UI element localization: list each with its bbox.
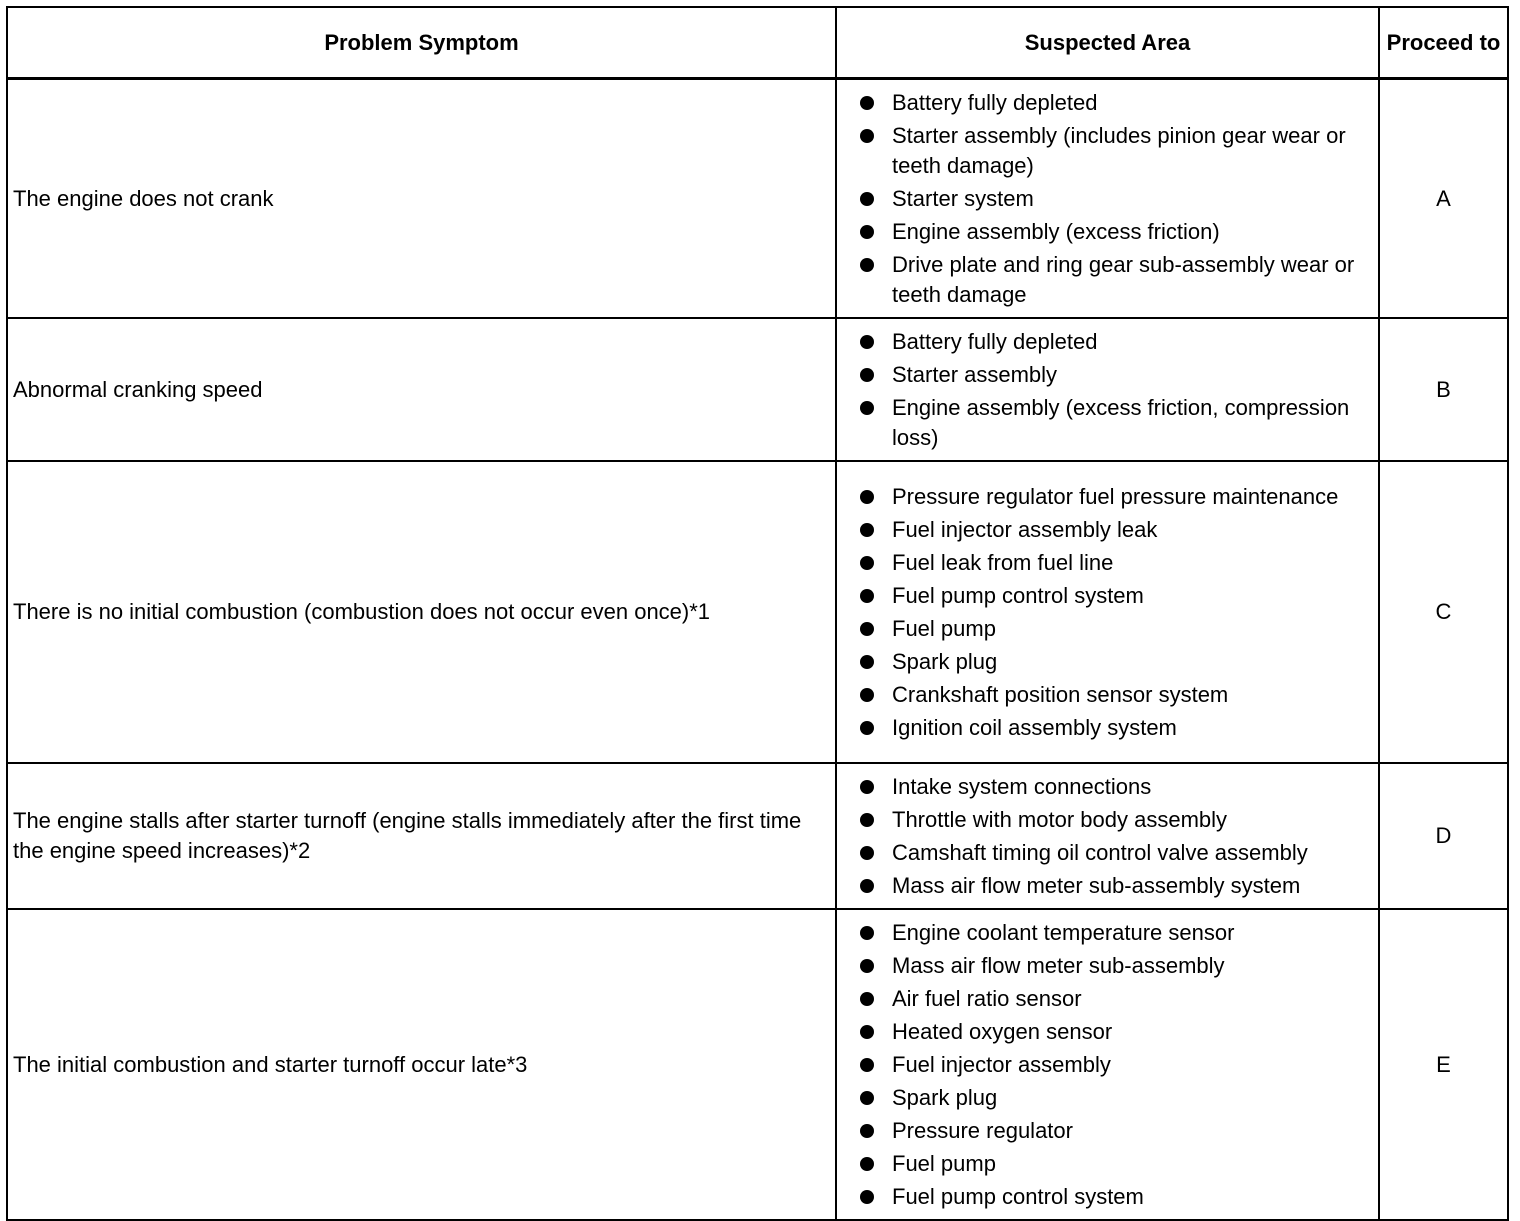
list-item — [837, 250, 1372, 310]
suspected-area-text: Fuel injector assembly — [892, 1052, 1111, 1077]
proceed-to-cell: A — [1379, 79, 1508, 319]
list-item — [837, 805, 1372, 835]
suspected-area-text: Battery fully depleted — [892, 90, 1098, 115]
problem-symptom-cell: The engine stalls after starter turnoff (engine stalls immediately after the first time the engine speed increases)*2 — [7, 763, 836, 909]
bullet-icon — [860, 335, 874, 349]
list-item — [837, 680, 1372, 710]
list-item — [837, 393, 1372, 453]
proceed-to-cell: B — [1379, 318, 1508, 461]
list-item — [837, 581, 1372, 611]
bullet-icon — [860, 1058, 874, 1072]
header-problem-symptom: Problem Symptom — [7, 7, 836, 79]
suspected-area-text: Battery fully depleted — [892, 329, 1098, 354]
bullet-icon — [860, 401, 874, 415]
suspected-area-text: Crankshaft position sensor system — [892, 682, 1229, 707]
suspected-area-text: Spark plug — [892, 1085, 998, 1110]
bullet-icon — [860, 129, 874, 143]
bullet-icon — [860, 556, 874, 570]
list-item — [837, 951, 1372, 981]
suspected-area-text: Drive plate and ring gear sub-assembly wear or teeth damage — [892, 252, 1355, 307]
suspected-area-text: Fuel leak from fuel line — [892, 550, 1114, 575]
bullet-icon — [860, 846, 874, 860]
suspected-area-text: Throttle with motor body assembly — [892, 807, 1228, 832]
table-row — [7, 318, 1508, 461]
bullet-icon — [860, 655, 874, 669]
suspected-area-text: Starter system — [892, 186, 1034, 211]
bullet-icon — [860, 192, 874, 206]
problem-symptom-cell: There is no initial combustion (combustion does not occur even once)*1 — [7, 461, 836, 763]
suspected-area-text: Fuel pump — [892, 616, 996, 641]
suspected-area-text: Starter assembly (includes pinion gear wear or teeth damage) — [892, 123, 1346, 178]
problem-symptom-cell: The engine does not crank — [7, 79, 836, 319]
bullet-icon — [860, 1025, 874, 1039]
list-item — [837, 548, 1372, 578]
suspected-area-text: Spark plug — [892, 649, 998, 674]
list-item — [837, 647, 1372, 677]
suspected-area-text: Engine coolant temperature sensor — [892, 920, 1235, 945]
bullet-icon — [860, 1190, 874, 1204]
bullet-icon — [860, 1091, 874, 1105]
list-item — [837, 515, 1372, 545]
suspected-area-text: Heated oxygen sensor — [892, 1019, 1113, 1044]
list-item — [837, 1050, 1372, 1080]
suspected-area-text: Fuel pump control system — [892, 583, 1144, 608]
list-item — [837, 1017, 1372, 1047]
list-item — [837, 121, 1372, 181]
proceed-to-cell: E — [1379, 909, 1508, 1220]
header-row — [7, 7, 1508, 79]
list-item — [837, 327, 1372, 357]
suspected-area-text: Air fuel ratio sensor — [892, 986, 1082, 1011]
list-item — [837, 871, 1372, 901]
table-row — [7, 79, 1508, 319]
list-item — [837, 614, 1372, 644]
header-proceed-to: Proceed to — [1379, 7, 1508, 79]
suspected-area-text: Intake system connections — [892, 774, 1152, 799]
bullet-icon — [860, 1157, 874, 1171]
list-item — [837, 217, 1372, 247]
suspected-area-cell — [836, 318, 1379, 461]
suspected-area-text: Starter assembly — [892, 362, 1058, 387]
list-item — [837, 918, 1372, 948]
suspected-area-list — [837, 482, 1372, 743]
suspected-area-text: Mass air flow meter sub-assembly system — [892, 873, 1301, 898]
bullet-icon — [860, 813, 874, 827]
bullet-icon — [860, 688, 874, 702]
list-item — [837, 482, 1372, 512]
bullet-icon — [860, 622, 874, 636]
table-row — [7, 461, 1508, 763]
list-item — [837, 772, 1372, 802]
proceed-to-cell: D — [1379, 763, 1508, 909]
bullet-icon — [860, 523, 874, 537]
suspected-area-text: Camshaft timing oil control valve assembly — [892, 840, 1308, 865]
bullet-icon — [860, 490, 874, 504]
header-suspected-area: Suspected Area — [836, 7, 1379, 79]
table-row — [7, 763, 1508, 909]
bullet-icon — [860, 589, 874, 603]
suspected-area-text: Fuel pump control system — [892, 1184, 1144, 1209]
bullet-icon — [860, 959, 874, 973]
list-item — [837, 360, 1372, 390]
suspected-area-list — [837, 327, 1372, 453]
bullet-icon — [860, 258, 874, 272]
problem-symptom-cell: Abnormal cranking speed — [7, 318, 836, 461]
problem-symptom-cell: The initial combustion and starter turnoff occur late*3 — [7, 909, 836, 1220]
bullet-icon — [860, 879, 874, 893]
bullet-icon — [860, 780, 874, 794]
list-item — [837, 713, 1372, 743]
bullet-icon — [860, 992, 874, 1006]
suspected-area-text: Engine assembly (excess friction, compression loss) — [892, 395, 1350, 450]
list-item — [837, 1149, 1372, 1179]
bullet-icon — [860, 368, 874, 382]
suspected-area-cell — [836, 79, 1379, 319]
list-item — [837, 1182, 1372, 1212]
diagnosis-table — [6, 6, 1509, 1221]
suspected-area-text: Pressure regulator — [892, 1118, 1073, 1143]
bullet-icon — [860, 926, 874, 940]
list-item — [837, 838, 1372, 868]
list-item — [837, 1116, 1372, 1146]
list-item — [837, 1083, 1372, 1113]
proceed-to-cell: C — [1379, 461, 1508, 763]
suspected-area-cell — [836, 461, 1379, 763]
list-item — [837, 88, 1372, 118]
suspected-area-list — [837, 918, 1372, 1212]
suspected-area-cell — [836, 763, 1379, 909]
bullet-icon — [860, 721, 874, 735]
suspected-area-text: Engine assembly (excess friction) — [892, 219, 1220, 244]
suspected-area-text: Fuel injector assembly leak — [892, 517, 1158, 542]
suspected-area-text: Mass air flow meter sub-assembly — [892, 953, 1225, 978]
suspected-area-cell — [836, 909, 1379, 1220]
suspected-area-list — [837, 772, 1372, 901]
list-item — [837, 184, 1372, 214]
table-body — [7, 79, 1508, 1221]
table-row — [7, 909, 1508, 1220]
list-item — [837, 984, 1372, 1014]
bullet-icon — [860, 1124, 874, 1138]
suspected-area-text: Fuel pump — [892, 1151, 996, 1176]
bullet-icon — [860, 96, 874, 110]
suspected-area-text: Ignition coil assembly system — [892, 715, 1177, 740]
bullet-icon — [860, 225, 874, 239]
suspected-area-list — [837, 88, 1372, 310]
suspected-area-text: Pressure regulator fuel pressure maintenance — [892, 484, 1339, 509]
